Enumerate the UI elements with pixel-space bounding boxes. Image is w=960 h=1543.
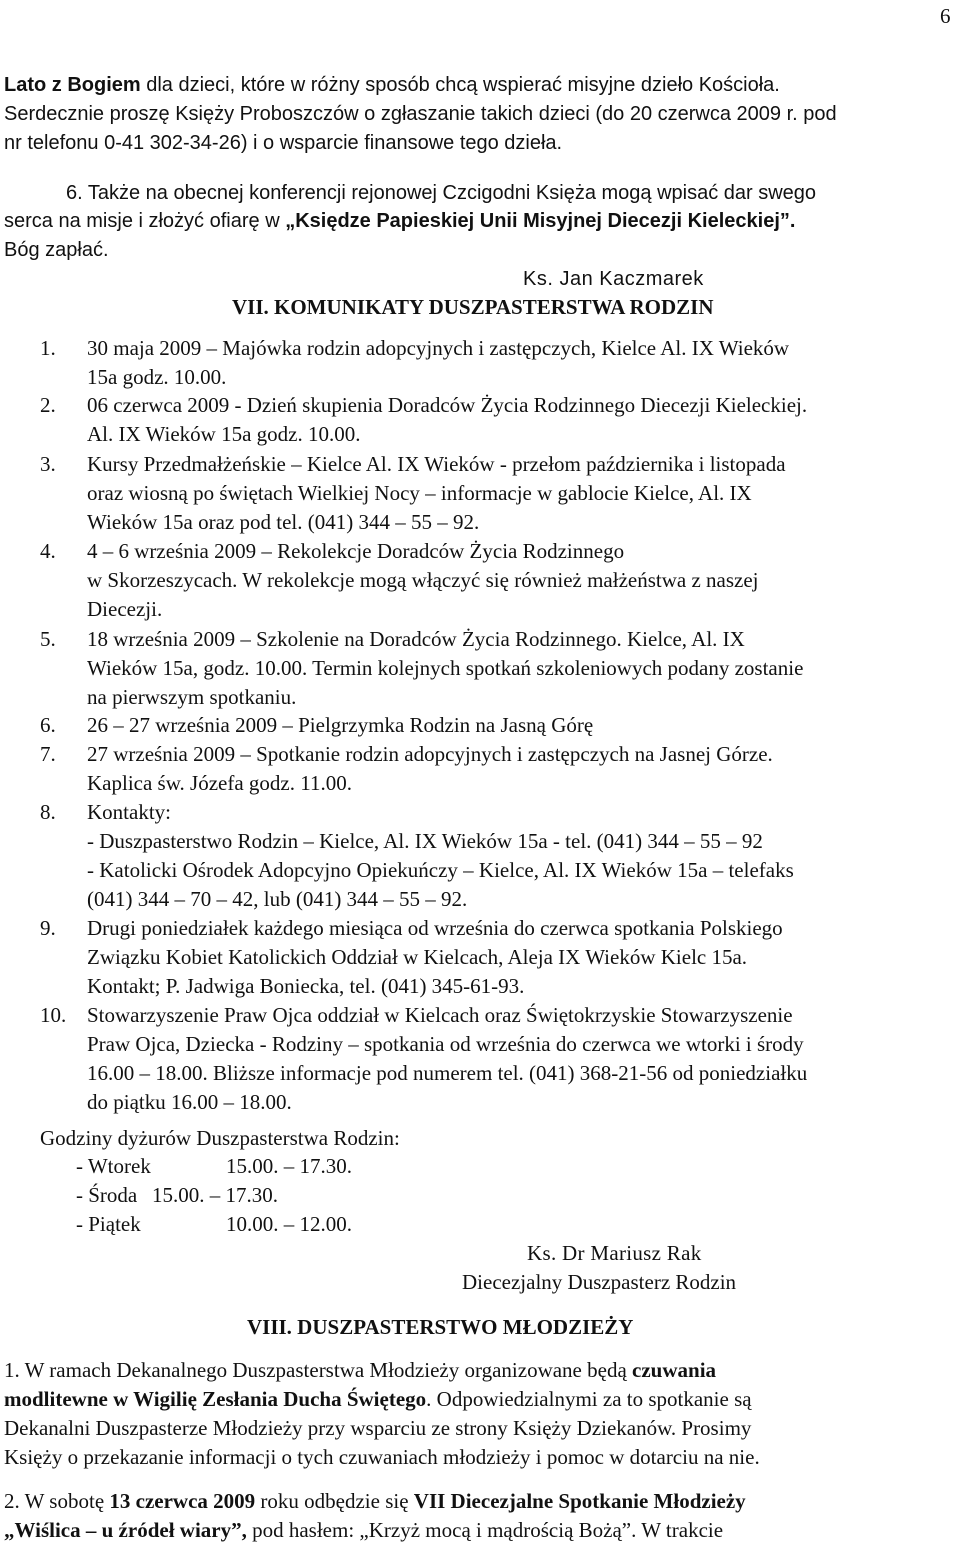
list-item-line: Praw Ojca, Dziecka - Rodziny – spotkania od września do czerwca we wtorki i środy <box>87 1032 804 1056</box>
list-item-number: 3. <box>40 452 56 476</box>
intro-bold-title: Lato z Bogiem <box>4 74 141 96</box>
list-item-line: 16.00 – 18.00. Bliższe informacje pod numerem tel. (041) 368-21-56 od poniedziałku <box>87 1061 808 1085</box>
youth-p1-line-2-text: . Odpowiedzialnymi za to spotkanie są <box>426 1387 752 1411</box>
youth-p2-text-a: 2. W sobotę <box>4 1489 110 1513</box>
hours-day: - Piątek <box>76 1212 141 1236</box>
hours-title: Godziny dyżurów Duszpasterstwa Rodzin: <box>40 1126 400 1150</box>
hours-time: 10.00. – 12.00. <box>226 1212 352 1236</box>
youth-p2-event: VII Diecezjalne Spotkanie Młodzieży <box>413 1489 746 1513</box>
list-item-line: Drugi poniedziałek każdego miesiąca od września do czerwca spotkania Polskiego <box>87 916 783 940</box>
hours-day: - Wtorek <box>76 1154 151 1178</box>
signature-rak-name: Ks. Dr Mariusz Rak <box>527 1241 702 1265</box>
list-item-line: oraz wiosną po świętach Wielkiej Nocy – informacje w gablocie Kielce, Al. IX <box>87 481 752 505</box>
missions-item-line-2 <box>4 208 795 234</box>
youth-p2-event-title: „Wiślica – u źródeł wiary”, <box>4 1518 247 1542</box>
page-number: 6 <box>940 4 951 28</box>
list-item-line: 06 czerwca 2009 - Dzień skupienia Doradców Życia Rodzinnego Diecezji Kieleckiej. <box>87 393 808 417</box>
hours-time: 15.00. – 17.30. <box>226 1154 352 1178</box>
missions-item-line-2-text: serca na misje i złożyć ofiarę w <box>4 210 286 232</box>
youth-p1-line-1 <box>4 1357 716 1383</box>
intro-line-3: nr telefonu 0-41 302-34-26) i o wsparcie finansowe tego dzieła. <box>4 132 563 154</box>
intro-line-1 <box>4 72 780 98</box>
list-item-line: 18 września 2009 – Szkolenie na Doradców Życia Rodzinnego. Kielce, Al. IX <box>87 627 745 651</box>
list-item-number: 4. <box>40 539 56 563</box>
list-item-number: 7. <box>40 742 56 766</box>
youth-p1-line-1-text: 1. W ramach Dekanalnego Duszpasterstwa Młodzieży organizowane będą <box>4 1358 633 1382</box>
list-item-number: 10. <box>40 1003 67 1027</box>
list-item-number: 1. <box>40 336 56 360</box>
youth-p2-text-motto: pod hasłem: „Krzyż mocą i mądrością Bożą”. W trakcie <box>246 1518 724 1542</box>
hours-time: 15.00. – 17.30. <box>152 1183 278 1207</box>
hours-day: - Środa <box>76 1183 138 1207</box>
list-item-line: Kontakty: <box>87 800 171 824</box>
list-item-line: Związku Kobiet Katolickich Oddział w Kielcach, Aleja IX Wieków Kielc 15a. <box>87 945 748 969</box>
list-item-number: 8. <box>40 800 56 824</box>
youth-p2-date: 13 czerwca 2009 <box>109 1489 256 1513</box>
missions-item-line-1: 6. Także na obecnej konferencji rejonowej Czcigodni Księża mogą wpisać dar swego <box>66 182 817 204</box>
youth-p1-bold-2: modlitewne w Wigilię Zesłania Ducha Świętego <box>4 1387 427 1411</box>
missions-item-line-3: Bóg zapłać. <box>4 239 109 261</box>
list-item-line: Wieków 15a, godz. 10.00. Termin kolejnych spotkań szkoleniowych podany zostanie <box>87 656 804 680</box>
list-item-line: na pierwszym spotkaniu. <box>87 685 297 709</box>
signature-rak-title: Diecezjalny Duszpasterz Rodzin <box>462 1270 737 1294</box>
youth-p1-line-3: Dekanalni Duszpasterze Młodzieży przy wsparciu ze strony Księży Dziekanów. Prosimy <box>4 1416 752 1440</box>
list-item-number: 5. <box>40 627 56 651</box>
list-item-line: w Skorzeszycach. W rekolekcje mogą włączyć się również małżeństwa z naszej <box>87 568 759 592</box>
list-item-line: (041) 344 – 70 – 42, lub (041) 344 – 55 – 92. <box>87 887 468 911</box>
list-item-line: Diecezji. <box>87 597 163 621</box>
intro-line-2: Serdecznie proszę Księży Proboszczów o zgłaszanie takich dzieci (do 20 czerwca 2009 r. pod <box>4 103 837 125</box>
list-item-line: 30 maja 2009 – Majówka rodzin adopcyjnych i zastępczych, Kielce Al. IX Wieków <box>87 336 790 360</box>
section-8-heading: VIII. DUSZPASTERSTWO MŁODZIEŻY <box>247 1315 634 1339</box>
list-item-line: 4 – 6 września 2009 – Rekolekcje Doradców Życia Rodzinnego <box>87 539 625 563</box>
list-item-line: do piątku 16.00 – 18.00. <box>87 1090 292 1114</box>
youth-p2-line-2 <box>4 1517 723 1543</box>
youth-p1-bold-1: czuwania <box>632 1358 717 1382</box>
list-item-number: 2. <box>40 393 56 417</box>
list-item-line: 15a godz. 10.00. <box>87 365 227 389</box>
list-item-line: Wieków 15a oraz pod tel. (041) 344 – 55 – 92. <box>87 510 480 534</box>
list-item-line: Stowarzyszenie Praw Ojca oddział w Kielcach oraz Świętokrzyskie Stowarzyszenie <box>87 1003 793 1027</box>
missions-book-title: „Księdze Papieskiej Unii Misyjnej Diecezji Kieleckiej”. <box>285 210 796 232</box>
signature-kaczmarek: Ks. Jan Kaczmarek <box>523 268 704 290</box>
section-7-heading: VII. KOMUNIKATY DUSZPASTERSTWA RODZIN <box>232 295 714 319</box>
list-item-line: - Katolicki Ośrodek Adopcyjno Opiekuńczy – Kielce, Al. IX Wieków 15a – telefaks <box>87 858 794 882</box>
list-item-number: 6. <box>40 713 56 737</box>
list-item-line: Kontakt; P. Jadwiga Boniecka, tel. (041) 345-61-93. <box>87 974 525 998</box>
list-item-number: 9. <box>40 916 56 940</box>
list-item-line: Al. IX Wieków 15a godz. 10.00. <box>87 422 361 446</box>
youth-p2-line-1 <box>4 1488 746 1514</box>
list-item-line: - Duszpasterstwo Rodzin – Kielce, Al. IX Wieków 15a - tel. (041) 344 – 55 – 92 <box>87 829 763 853</box>
list-item-line: 26 – 27 września 2009 – Pielgrzymka Rodzin na Jasną Górę <box>87 713 594 737</box>
youth-p1-line-4: Księży o przekazanie informacji o tych czuwaniach młodzieży i pomoc w dotarciu na nie. <box>4 1445 760 1469</box>
youth-p2-text-c: roku odbędzie się <box>255 1489 414 1513</box>
list-item-line: Kursy Przedmałżeńskie – Kielce Al. IX Wieków - przełom października i listopada <box>87 452 786 476</box>
intro-line-1-text: dla dzieci, które w różny sposób chcą wspierać misyjne dzieło Kościoła. <box>140 74 780 96</box>
list-item-line: 27 września 2009 – Spotkanie rodzin adopcyjnych i zastępczych na Jasnej Górze. <box>87 742 773 766</box>
list-item-line: Kaplica św. Józefa godz. 11.00. <box>87 771 352 795</box>
youth-p1-line-2 <box>4 1386 752 1412</box>
